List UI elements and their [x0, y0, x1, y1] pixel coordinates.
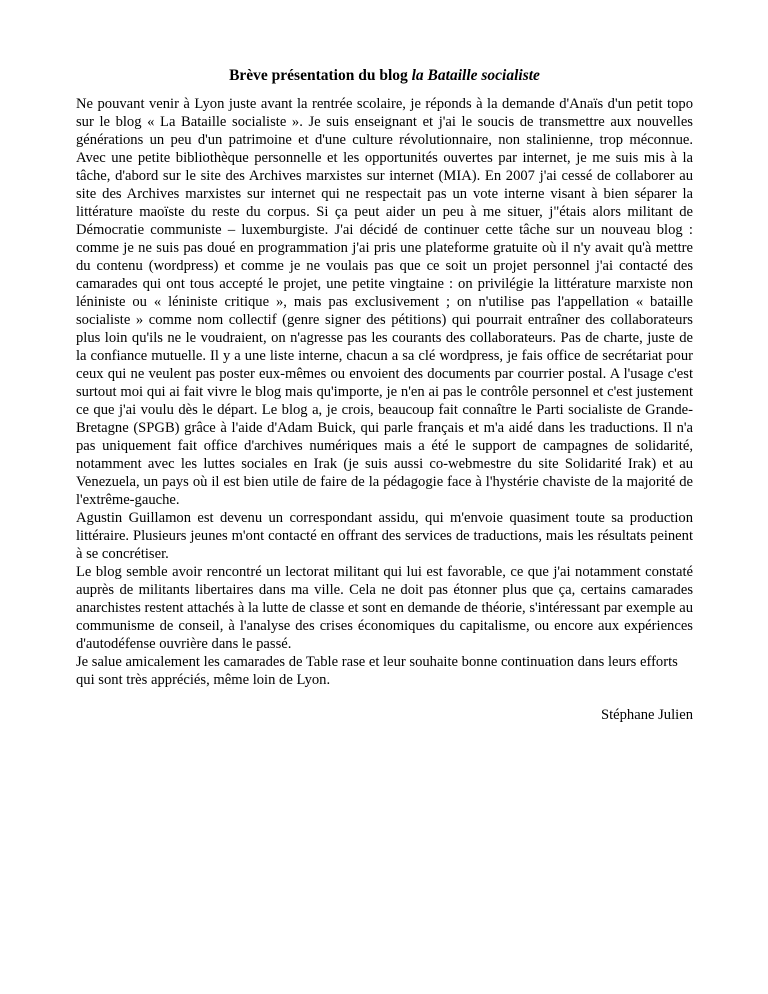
paragraph-guillamon: Agustin Guillamon est devenu un correspondant assidu, qui m'envoie quasiment toute sa production littéraire. Plusieurs jeunes m'ont contacté en offrant des services de traductions, mais les résultats peinent à se concrétiser.	[76, 510, 693, 562]
paragraph-greetings: Je salue amicalement les camarades de Table rase et leur souhaite bonne continuation dans leurs efforts qui sont très appréciés, même loin de Lyon.	[76, 654, 678, 688]
author-signature: Stéphane Julien	[600, 707, 693, 723]
paragraph-presentation: Ne pouvant venir à Lyon juste avant la rentrée scolaire, je réponds à la demande d'Anaïs d'un petit topo sur le blog « La Bataille socialiste ». Je suis enseignant et j'ai le soucis de transmettre aux nouvelles générations un peu d'un patrimoine et d'une culture révolutionnaire, non stalinienne, trop méconnue. Avec une petite bibliothèque personnelle et les opportunités ouvertes par internet, je me suis mis à la tâche, d'abord sur le site des Archives marxistes sur internet (MIA). En 2007 j'ai cessé de collaborer au site des Archives marxistes sur internet qui ne respectait pas un vote interne visant à bien séparer la littérature maoïste du reste du corpus. Si ça peut aider un peu à me situer, j"étais alors militant de Démocratie communiste – luxemburgiste. J'ai décidé de continuer cette tâche sur un nouveau blog : comme je ne suis pas doué en programmation j'ai pris une plateforme gratuite où il n'y avait qu'à mettre du contenu (wordpress) et comme je ne voulais pas que ce soit un projet personnel j'ai contacté des camarades qui ont tous accepté le projet, une petite vingtaine : on privilégie la littérature marxiste non léniniste ou « léniniste critique », mais pas exclusivement ; on n'utilise pas l'appellation « bataille socialiste » comme nom collectif (genre signer des pétitions) qui pourrait entraîner des collaborateurs plus loin qu'ils ne le voudraient, on n'agresse pas les courants des collaborateurs. Pas de charte, juste de la confiance mutuelle. Il y a une liste interne, chacun a sa clé wordpress, je fais office de secrétariat pour ceux qui ne veulent pas poster eux-mêmes ou envoient des documents par courrier postal. A l'usage c'est surtout moi qui ai fait vivre le blog mais qu'importe, je n'en ai pas le contrôle personnel et c'est justement ce que j'ai voulu dès le départ. Le blog a, je crois, beaucoup fait connaître le Parti socialiste de Grande-Bretagne (SPGB) grâce à l'aide d'Adam Buick, qui parle français et m'a aidé dans les traductions. Il n'a pas uniquement fait office d'archives numériques mais a été le support de campagnes de solidarité, notamment avec les luttes sociales en Irak (je suis aussi co-webmestre du site Solidarité Irak) et au Venezuela, un pays où il est bien utile de faire de la pédagogie face à l'hystérie chaviste de la majorité de l'extrême-gauche.	[76, 96, 693, 508]
title-prefix: Brève présentation du blog	[229, 67, 412, 84]
document-title	[76, 66, 693, 85]
paragraph-readership: Le blog semble avoir rencontré un lectorat militant qui lui est favorable, ce que j'ai notamment constaté auprès de militants libertaires dans ma ville. Cela ne doit pas étonner plus que ça, certains camarades anarchistes restent attachés à la lutte de classe et sont en demande de théorie, s'intéressant par exemple au communisme de conseil, à l'analyse des crises économiques du capitalisme, ou encore aux expériences d'autodéfense ouvrière dans le passé.	[76, 564, 693, 652]
document-page	[76, 66, 693, 724]
title-blog-name: la Bataille socialiste	[411, 67, 540, 84]
